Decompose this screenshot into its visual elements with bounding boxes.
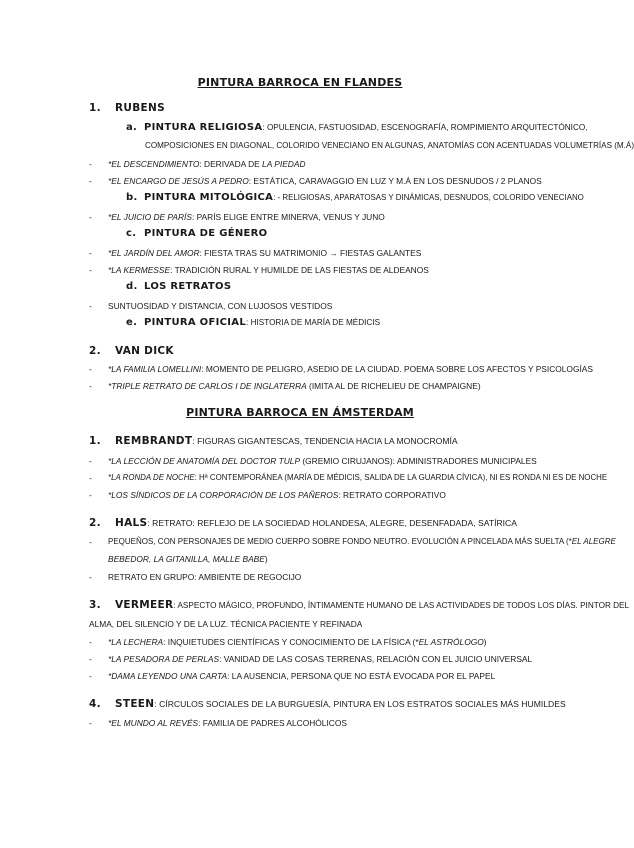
subheading-pintura-de-genero: c. PINTURA DE GÉNERO [126,228,268,239]
heading-rubens: 1. RUBENS [89,102,165,114]
pintura-religiosa-continuation: COMPOSICIONES EN DIAGONAL, COLORIDO VENECIANO EN ALGUNAS, ANATOMÍAS CON ACENTUADAS VOLUMETRÍAS (M.Á) [145,141,634,150]
heading-rembrandt: 1. REMBRANDT: FIGURAS GIGANTESCAS, TENDENCIA HACIA LA MONOCROMÍA [89,435,458,447]
heading-van-dick: 2. VAN DICK [89,345,174,357]
section-title-amsterdam: PINTURA BARROCA EN ÁMSTERDAM [186,406,414,419]
vermeer-continuation: ALMA, DEL SILENCIO Y DE LA LUZ. TÉCNICA PACIENTE Y REFINADA [89,619,363,629]
subheading-los-retratos: d. LOS RETRATOS [126,281,232,292]
heading-steen: 4. STEEN: CÍRCULOS SOCIALES DE LA BURGUESÍA, PINTURA EN LOS ESTRATOS SOCIALES MÁS HUMILDES [89,698,566,710]
document-page: PINTURA BARROCA EN FLANDES 1. RUBENS a. PINTURA RELIGIOSA: OPULENCIA, FASTUOSIDAD, ESCENOGRAFÍA, ROMPIMIENTO ARQUITECTÓNICO, COMPOSICIONES EN DIAGONAL, COLORIDO VENECIANO EN ALGUNAS, ANATOMÍAS CON ACENTUADAS VOLUMETRÍAS (M.Á) - *EL DESCENDIMIENTO: DERIVADA DE LA PIEDAD - *EL ENCARGO DE JESÚS A PEDRO: ESTÁTICA, CARAVAGGIO EN LUZ Y M.Á EN LOS DESNUDOS / 2 PLANOS b. PINTURA MITOLÓGICA: - RELIGIOSAS, APARATOSAS Y DINÁMICAS, DESNUDOS, COLORIDO VENECIANO - *EL JUICIO DE PARÍS: PARÍS ELIGE ENTRE MINERVA, VENUS Y JUNO c. PINTURA DE GÉNERO - *EL JARDÍN DEL AMOR: FIESTA TRAS SU MATRIMONIO → FIESTAS GALANTES - *LA KERMESSE: TRADICIÓN RURAL Y HUMILDE DE LAS FIESTAS DE ALDEANOS d. LOS RETRATOS - SUNTUOSIDAD Y DISTANCIA, CON LUJOSOS VESTIDOS e. PINTURA OFICIAL: HISTORIA DE MARÍA DE MÉDICIS 2. VAN DICK - *LA FAMILIA LOMELLINI: MOMENTO DE PELIGRO, ASEDIO DE LA CIUDAD. POEMA SOBRE LOS AFECTOS Y PSICOLOGÍAS - *TRIPLE RETRATO DE CARLOS I DE INGLATERRA (IMITA AL DE RICHELIEU DE CHAMPAIGNE) PINTURA BARROCA EN ÁMSTERDAM 1. REMBRANDT: FIGURAS GIGANTESCAS, TENDENCIA HACIA LA MONOCROMÍA - *LA LECCIÓN DE ANATOMÍA DEL DOCTOR TULP (GREMIO CIRUJANOS): ADMINISTRADORES MUNICIPALES - *LA RONDA DE NOCHE: Hª CONTEMPORÁNEA (MARÍA DE MÉDICIS, SALIDA DE LA GUARDIA CÍVICA), NI ES RONDA NI ES DE NOCHE - *LOS SÍNDICOS DE LA CORPORACIÓN DE LOS PAÑEROS: RETRATO CORPORATIVO 2. HALS: RETRATO: REFLEJO DE LA SOCIEDAD HOLANDESA, ALEGRE, DESENFADADA, SATÍRICA - PEQUEÑOS, CON PERSONAJES DE MEDIO CUERPO SOBRE FONDO NEUTRO. EVOLUCIÓN A PINCELADA MÁS SUELTA (*EL ALEGRE BEBEDOR, LA GITANILLA, MALLE BABE) - RETRATO EN GRUPO: AMBIENTE DE REGOCIJO 3. VERMEER: ASPECTO MÁGICO, PROFUNDO, ÍNTIMAMENTE HUMANO DE LAS ACTIVIDADES DE TODOS LOS DÍAS. PINTOR DEL ALMA, DEL SILENCIO Y DE LA LUZ. TÉCNICA PACIENTE Y REFINADA - *LA LECHERA: INQUIETUDES CIENTÍFICAS Y CONOCIMIENTO DE LA FÍSICA (*EL ASTRÓLOGO) - *LA PESADORA DE PERLAS: VANIDAD DE LAS COSAS TERRENAS, RELACIÓN CON EL JUICIO UNIVERSAL - *DAMA LEYENDO UNA CARTA: LA AUSENCIA, PERSONA QUE NO ESTÁ EVOCADA POR EL PAPEL 4. STEEN: CÍRCULOS SOCIALES DE LA BURGUESÍA, PINTURA EN LOS ESTRATOS SOCIALES MÁS HUMILDES - *EL MUNDO AL REVÉS: FAMILIA DE PADRES ALCOHÓLICOS [0,0,600,848]
section-title-flandes: PINTURA BARROCA EN FLANDES [197,76,403,89]
subheading-pintura-religiosa: a. PINTURA RELIGIOSA: OPULENCIA, FASTUOSIDAD, ESCENOGRAFÍA, ROMPIMIENTO ARQUITECTÓNICO, [126,122,588,133]
subheading-pintura-mitologica: b. PINTURA MITOLÓGICA: - RELIGIOSAS, APARATOSAS Y DINÁMICAS, DESNUDOS, COLORIDO VENECIANO [126,192,584,203]
heading-hals: 2. HALS: RETRATO: REFLEJO DE LA SOCIEDAD HOLANDESA, ALEGRE, DESENFADADA, SATÍRICA [89,517,517,529]
heading-vermeer: 3. VERMEER: ASPECTO MÁGICO, PROFUNDO, ÍNTIMAMENTE HUMANO DE LAS ACTIVIDADES DE TODOS LOS DÍAS. PINTOR DEL [89,599,630,611]
subheading-pintura-oficial: e. PINTURA OFICIAL: HISTORIA DE MARÍA DE MÉDICIS [126,317,381,328]
list-item-continuation: BEBEDOR, LA GITANILLA, MALLE BABE) [108,554,268,564]
